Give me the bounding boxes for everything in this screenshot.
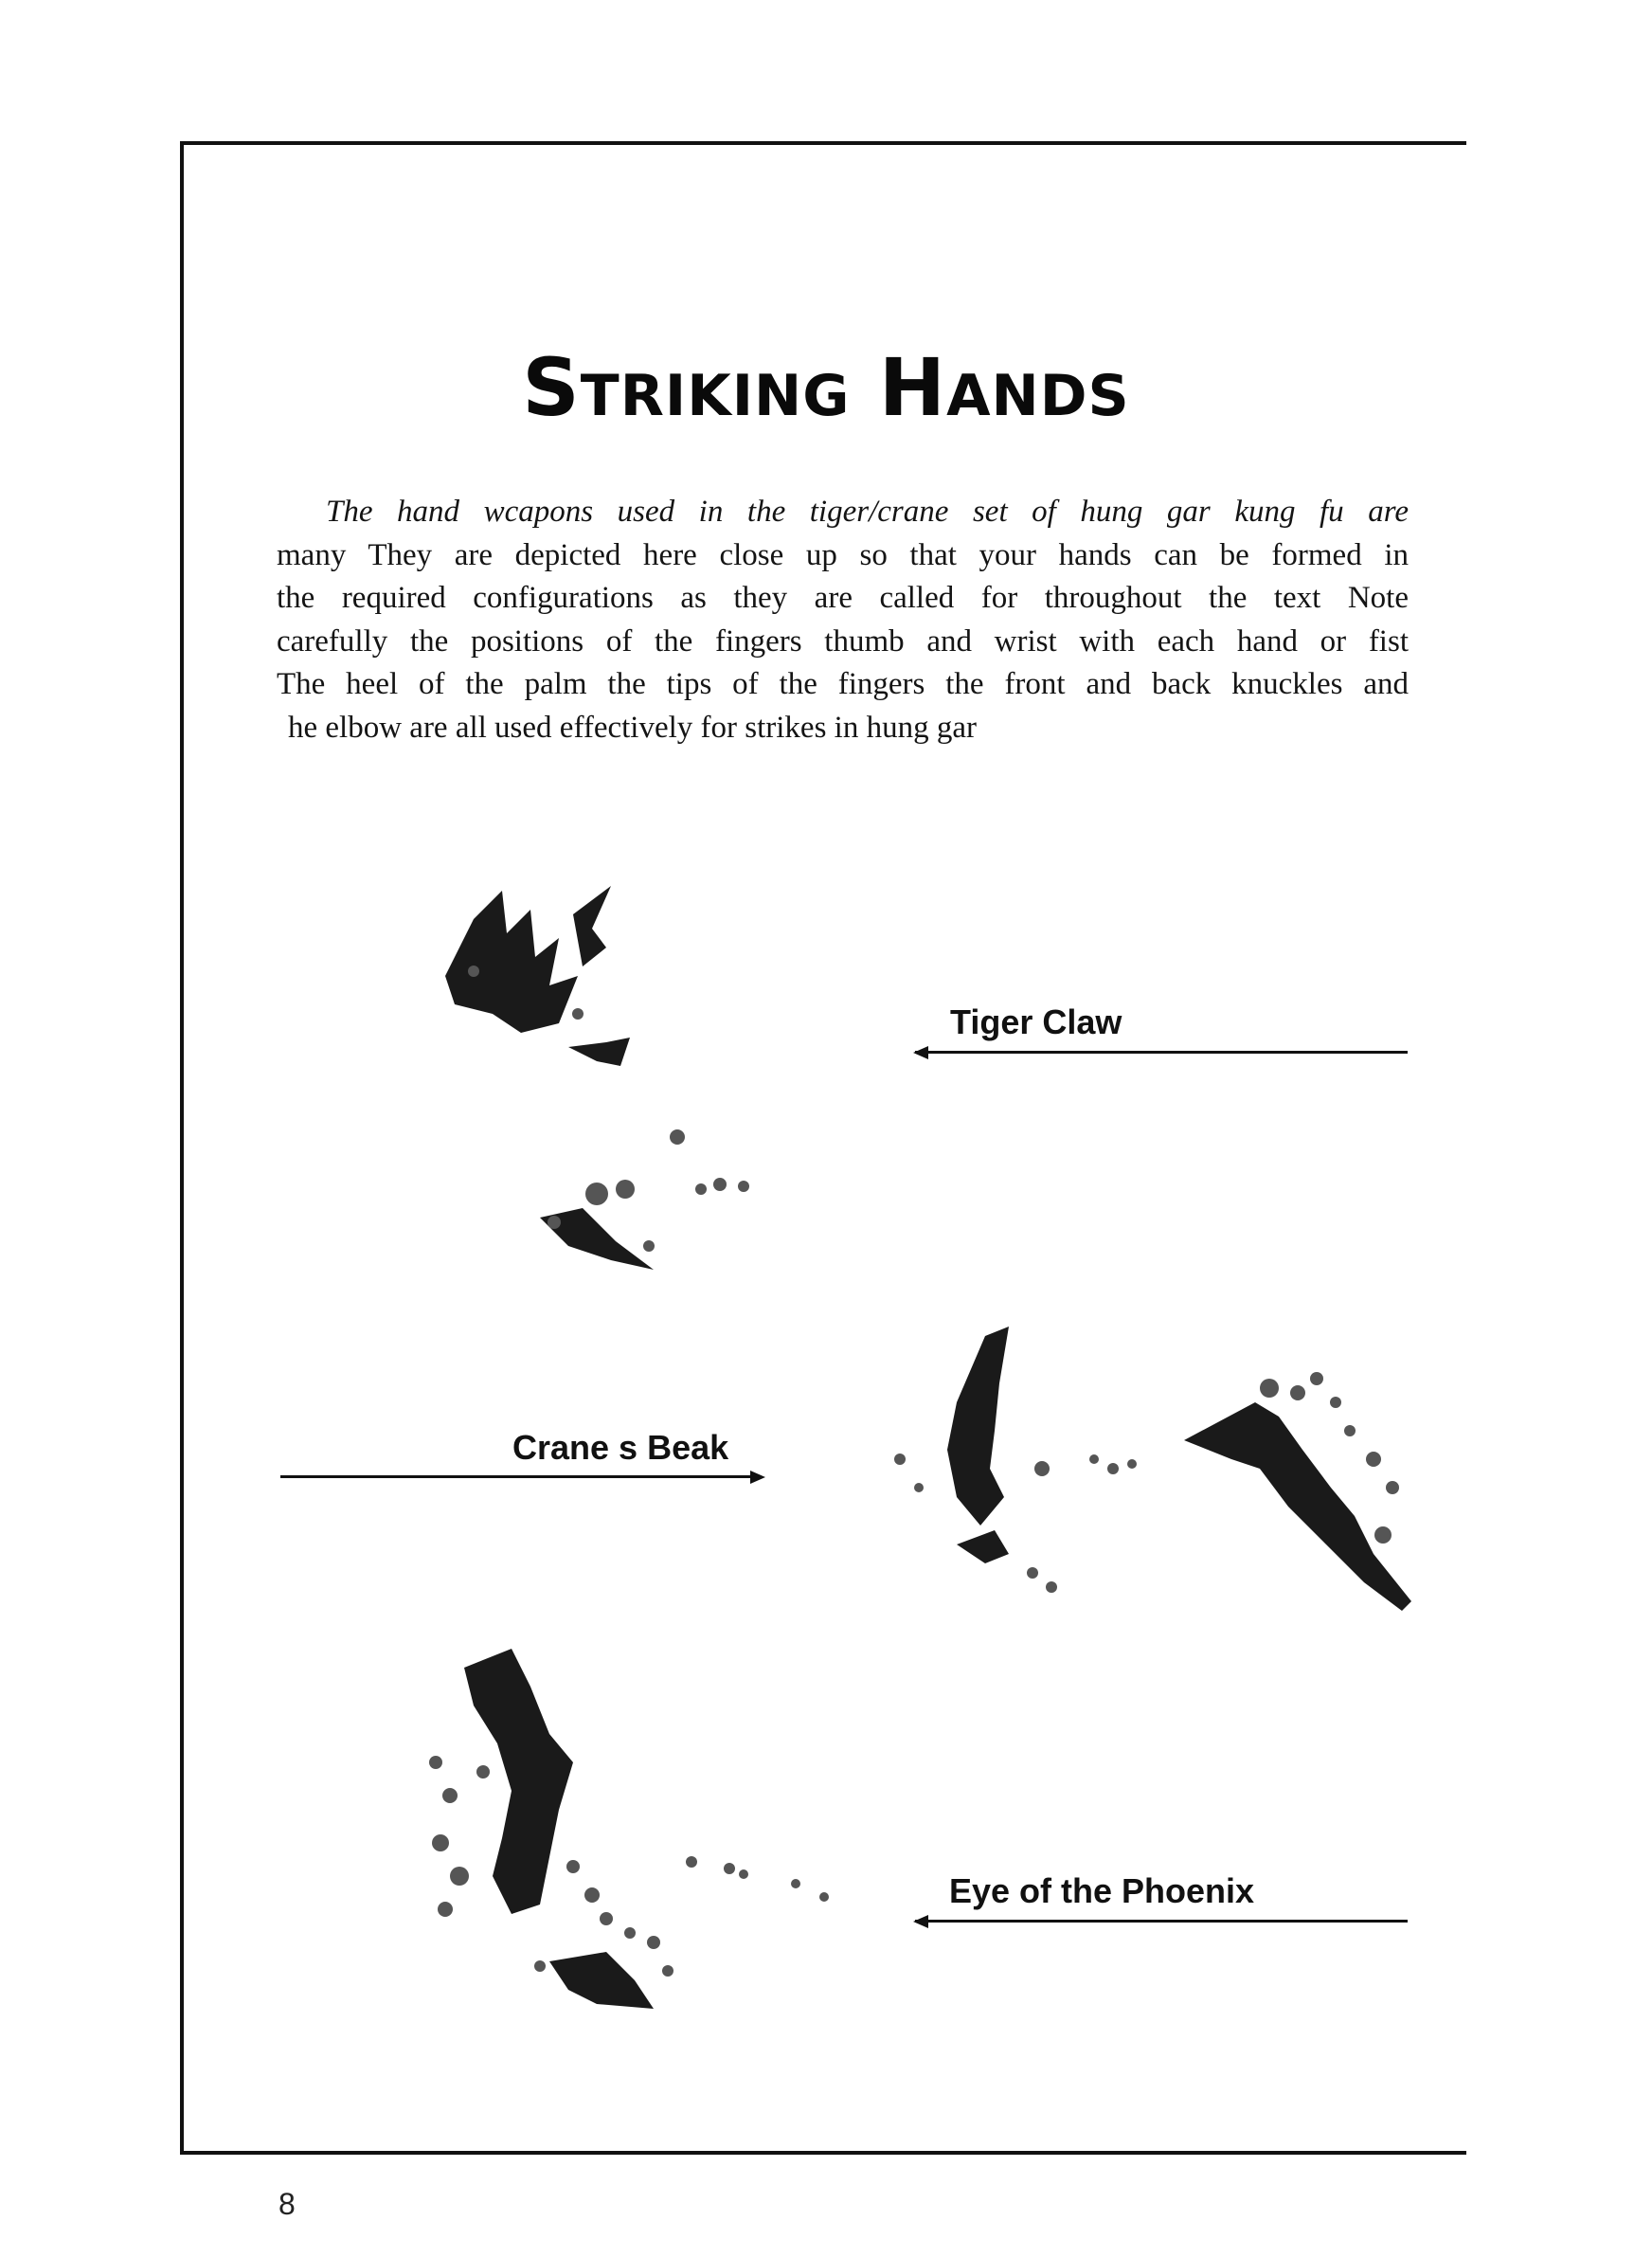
page-number: 8 xyxy=(278,2187,296,2221)
tiger-claw-label: Tiger Claw xyxy=(950,1002,1122,1041)
intro-paragraph xyxy=(277,491,1409,749)
cranes-beak-arrowhead-icon xyxy=(750,1471,765,1484)
eye-of-phoenix-pointer xyxy=(915,1920,1408,1923)
cranes-beak-pointer xyxy=(280,1475,750,1478)
intro-line: the required configurations as they are called for throughout the text Note xyxy=(277,581,1409,615)
frame-bottom-rule xyxy=(180,2151,1466,2155)
tiger-claw-hand-illustration xyxy=(417,881,777,1327)
intro-line: he elbow are all used effectively for strikes in hung gar xyxy=(288,710,977,745)
eye-of-phoenix-label: Eye of the Phoenix xyxy=(949,1871,1255,1910)
cranes-beak-label: Crane s Beak xyxy=(512,1428,729,1467)
intro-line: The heel of the palm the tips of the fingers the front and back knuckles and xyxy=(277,667,1409,701)
page-title: STRIKING HANDS xyxy=(522,341,1130,434)
phoenix-eye-fist-illustration xyxy=(407,1630,900,2028)
eye-of-phoenix-arrowhead-icon xyxy=(913,1915,928,1928)
intro-line: The hand wcapons used in the tiger/crane set of hung gar kung fu are xyxy=(326,495,1409,529)
frame-left-rule xyxy=(180,141,184,2155)
cranes-beak-hand-illustration xyxy=(881,1327,1421,1639)
tiger-claw-pointer xyxy=(915,1051,1408,1054)
frame-top-rule xyxy=(180,141,1466,145)
intro-line: carefully the positions of the fingers thumb and wrist with each hand or fist xyxy=(277,623,1409,659)
intro-line: many They are depicted here close up so that your hands can be formed in xyxy=(277,537,1409,572)
tiger-claw-arrowhead-icon xyxy=(913,1046,928,1059)
